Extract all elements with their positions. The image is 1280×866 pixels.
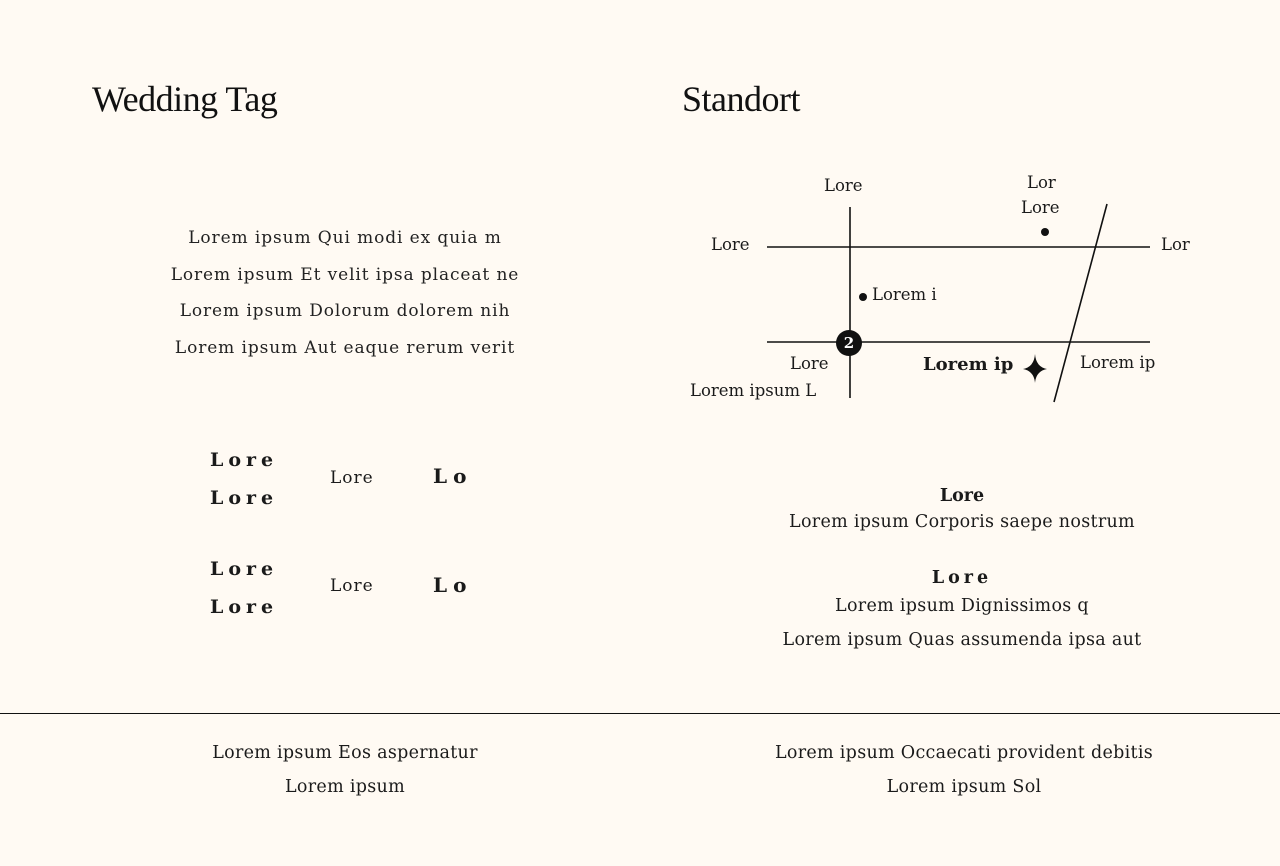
schedule-item-detail: Lo [433, 573, 473, 597]
map-label-top-right: Lore [1021, 198, 1060, 217]
map-label-below-left: Lore [790, 354, 829, 373]
intro-line: Lorem ipsum Et velit ipsa placeat ne [170, 264, 520, 285]
transport-line: Lorem ipsum Dignissimos q [835, 596, 1089, 616]
map-label-below-left: Lorem ipsum L [690, 381, 817, 400]
address-line: Lorem ipsum Corporis saepe nostrum [789, 512, 1135, 532]
footer-right-line: Lorem ipsum Occaecati provident debitis [774, 743, 1154, 763]
schedule-label-line: Lore [210, 487, 279, 509]
map-label-right-street: Lor [1161, 235, 1190, 254]
sparkle-icon [1023, 354, 1047, 383]
footer-left [130, 736, 560, 804]
address-heading: Lore [939, 486, 985, 506]
schedule-item-detail: Lo [433, 464, 473, 488]
schedule-label-line: Lore [210, 596, 279, 618]
schedule-label-line: Lore [210, 558, 279, 580]
poi-dot-top [1041, 228, 1049, 236]
map-label-top-street: Lore [824, 176, 863, 195]
transport-block [720, 566, 1204, 659]
marker-number: 2 [843, 334, 855, 352]
schedule-label-line: Lore [210, 449, 279, 471]
footer-right-line: Lorem ipsum Sol [886, 777, 1042, 797]
transport-heading: Lore [931, 568, 993, 588]
footer-left-line: Lorem ipsum Eos aspernatur [212, 743, 478, 763]
map-label-venue: Lorem ip [923, 354, 1014, 375]
schedule-item-time: Lore [330, 576, 374, 596]
street-diagonal [1054, 204, 1107, 402]
intro-line: Lorem ipsum Qui modi ex quia m [188, 228, 502, 248]
wedding-title: Wedding Tag [92, 79, 278, 119]
address-block [720, 484, 1204, 535]
intro-line: Lorem ipsum Aut eaque rerum verit [174, 337, 516, 358]
poi-dot [859, 293, 867, 301]
map-label-top-right: Lor [1027, 173, 1056, 192]
location-title: Standort [682, 79, 800, 119]
schedule-item-time: Lore [330, 468, 374, 488]
footer-right [720, 736, 1208, 804]
intro-line: Lorem ipsum Dolorum dolorem nih [179, 301, 511, 321]
footer-left-line: Lorem ipsum [285, 777, 405, 797]
footer-divider [0, 713, 1280, 714]
map-label-left-street: Lore [711, 235, 750, 254]
map-label-poi: Lorem i [872, 285, 937, 304]
transport-line: Lorem ipsum Quas assumenda ipsa aut [782, 630, 1142, 650]
map-label-right-bottom: Lorem ip [1080, 353, 1156, 372]
